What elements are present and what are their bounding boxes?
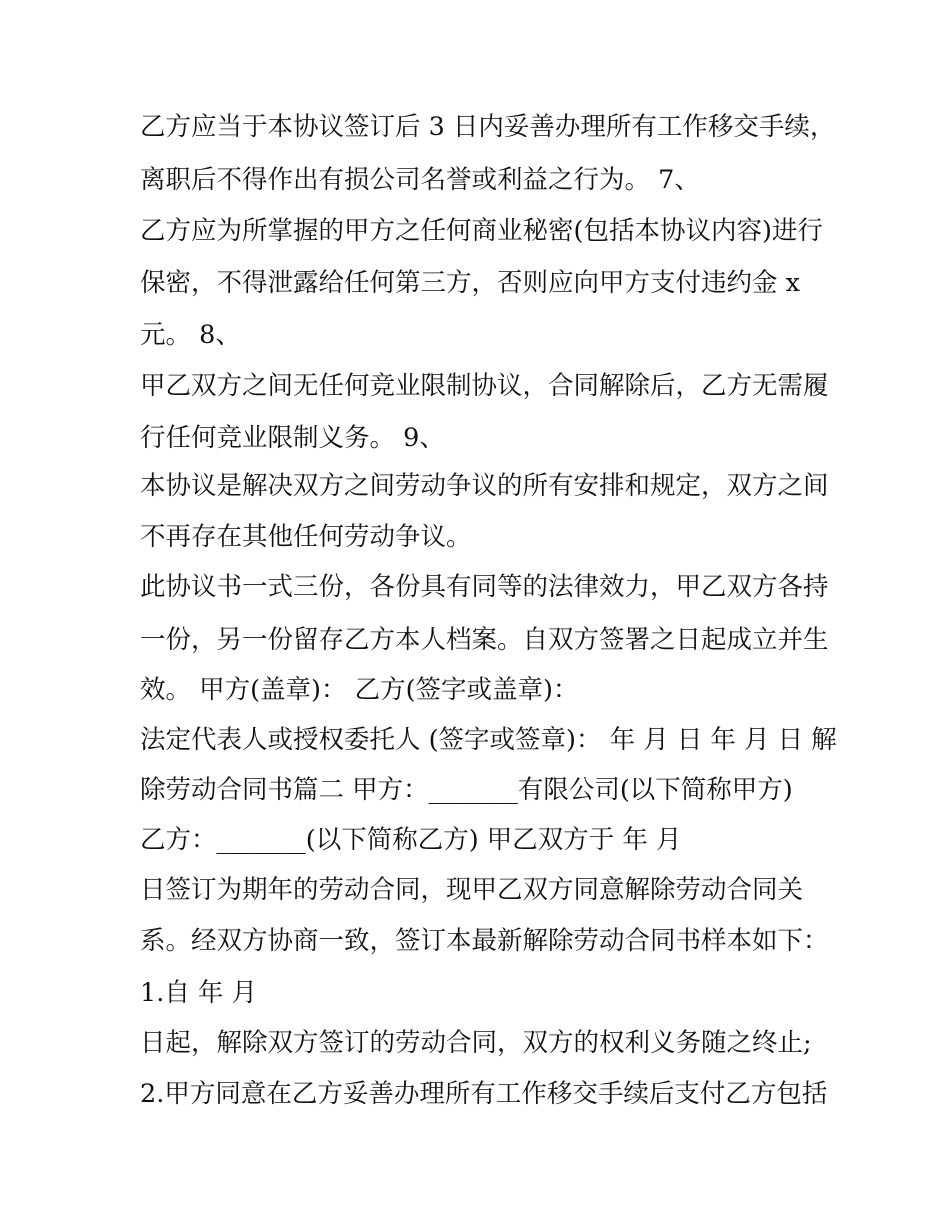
paragraph-line: 日起，解除双方签订的劳动合同，双方的权利义务随之终止;	[140, 1028, 812, 1058]
paragraph-line: 本协议是解决双方之间劳动争议的所有安排和规定，双方之间	[140, 471, 829, 501]
paragraph-line: 乙方应当于本协议签订后 3 日内妥善办理所有工作移交手续，	[140, 112, 836, 142]
paragraph-line: 此协议书一式三份，各份具有同等的法律效力，甲乙双方各持	[140, 572, 829, 602]
paragraph-line: 保密，不得泄露给任何第三方，否则应向甲方支付违约金 x	[140, 268, 800, 298]
paragraph-line: 除劳动合同书篇二 甲方：_______有限公司(以下简称甲方)	[140, 775, 793, 805]
paragraph-line: 乙方：_______(以下简称乙方) 甲乙双方于 年 月	[140, 825, 682, 855]
paragraph-line: 日签订为期年的劳动合同，现甲乙双方同意解除劳动合同关	[140, 875, 804, 905]
paragraph-line: 行任何竞业限制义务。 9、	[140, 423, 445, 453]
paragraph-line: 甲乙双方之间无任何竞业限制协议，合同解除后，乙方无需履	[140, 371, 829, 401]
paragraph-line: 系。经双方协商一致，签订本最新解除劳动合同书样本如下：	[140, 926, 829, 956]
paragraph-line: 离职后不得作出有损公司名誉或利益之行为。 7、	[140, 165, 700, 195]
paragraph-line: 元。 8、	[140, 320, 241, 350]
paragraph-line: 效。 甲方(盖章)： 乙方(签字或盖章)：	[140, 675, 579, 705]
paragraph-line: 不再存在其他任何劳动争议。	[140, 522, 472, 552]
paragraph-line: 一份，另一份留存乙方本人档案。自双方签署之日起成立并生	[140, 625, 829, 655]
paragraph-line: 2.甲方同意在乙方妥善办理所有工作移交手续后支付乙方包括	[140, 1079, 828, 1109]
paragraph-line: 法定代表人或授权委托人 (签字或签章)： 年 月 日 年 月 日 解	[140, 725, 837, 755]
paragraph-line: 乙方应为所掌握的甲方之任何商业秘密(包括本协议内容)进行	[140, 216, 823, 246]
paragraph-line: 1.自 年 月	[140, 978, 258, 1008]
